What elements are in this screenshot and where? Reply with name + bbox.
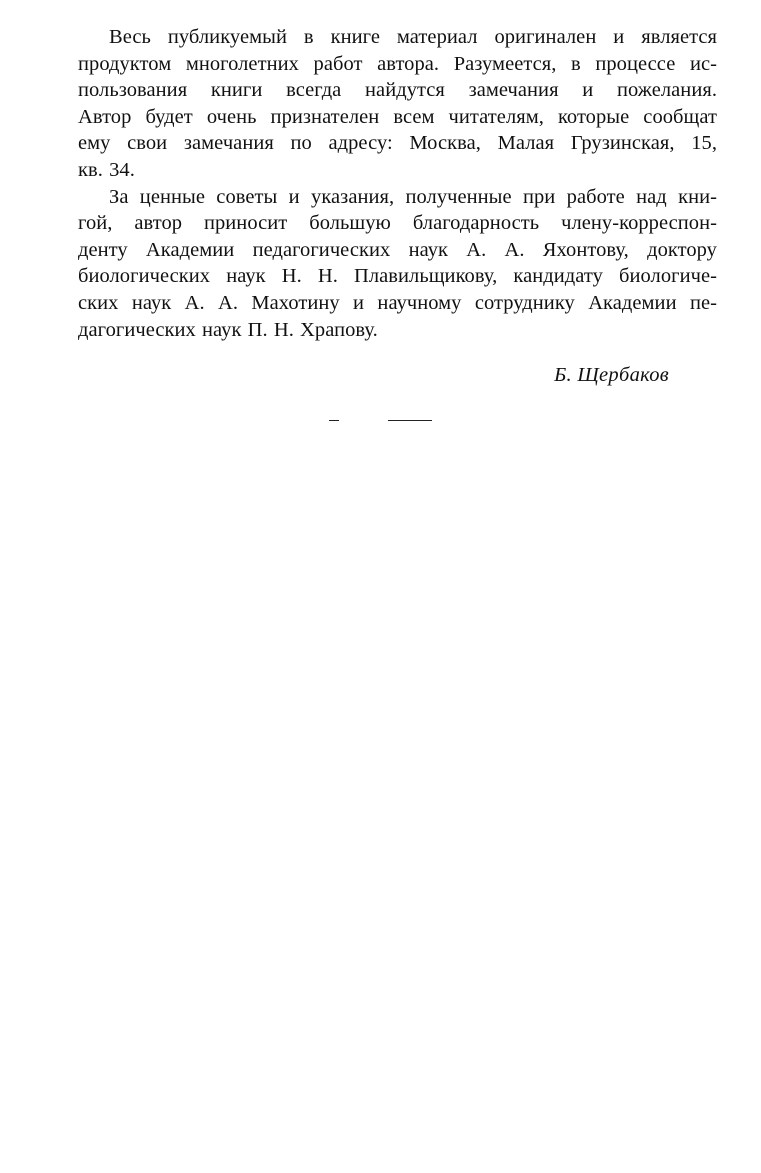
text-line: За ценные советы и указания, полученные при работе над кни- [109,185,717,208]
text-line: пользования книги всегда найдутся замечания и пожелания. [78,79,717,102]
text-line: кв. 34. [78,158,135,181]
text-line: Автор будет очень признателен всем читателям, которые сообщат [78,105,717,128]
text-line: продуктом многолетних работ автора. Разумеется, в процессе ис- [78,52,717,75]
text-line: биологических наук Н. Н. Плавильщикову, кандидату биологиче- [78,265,717,288]
text-line: ему свои замечания по адресу: Москва, Малая Грузинская, 15, [78,132,717,155]
end-divider-long [388,420,432,421]
text-line: гой, автор приносит большую благодарность члену-корреспон- [78,212,717,235]
text-line: Весь публикуемый в книге материал оригинален и является [109,26,717,48]
text-line: денту Академии педагогических наук А. А. Яхонтову, доктору [78,238,717,261]
author-signature: Б. Щербаков [554,364,669,386]
text-line: ских наук А. А. Махотину и научному сотруднику Академии пе- [78,291,717,314]
paragraph-thanks [47,184,717,344]
end-divider-short [329,420,339,421]
preface-text [47,24,717,343]
paragraph-acknowledgement-intro [47,24,717,184]
text-line: дагогических наук П. Н. Храпову. [78,318,378,341]
